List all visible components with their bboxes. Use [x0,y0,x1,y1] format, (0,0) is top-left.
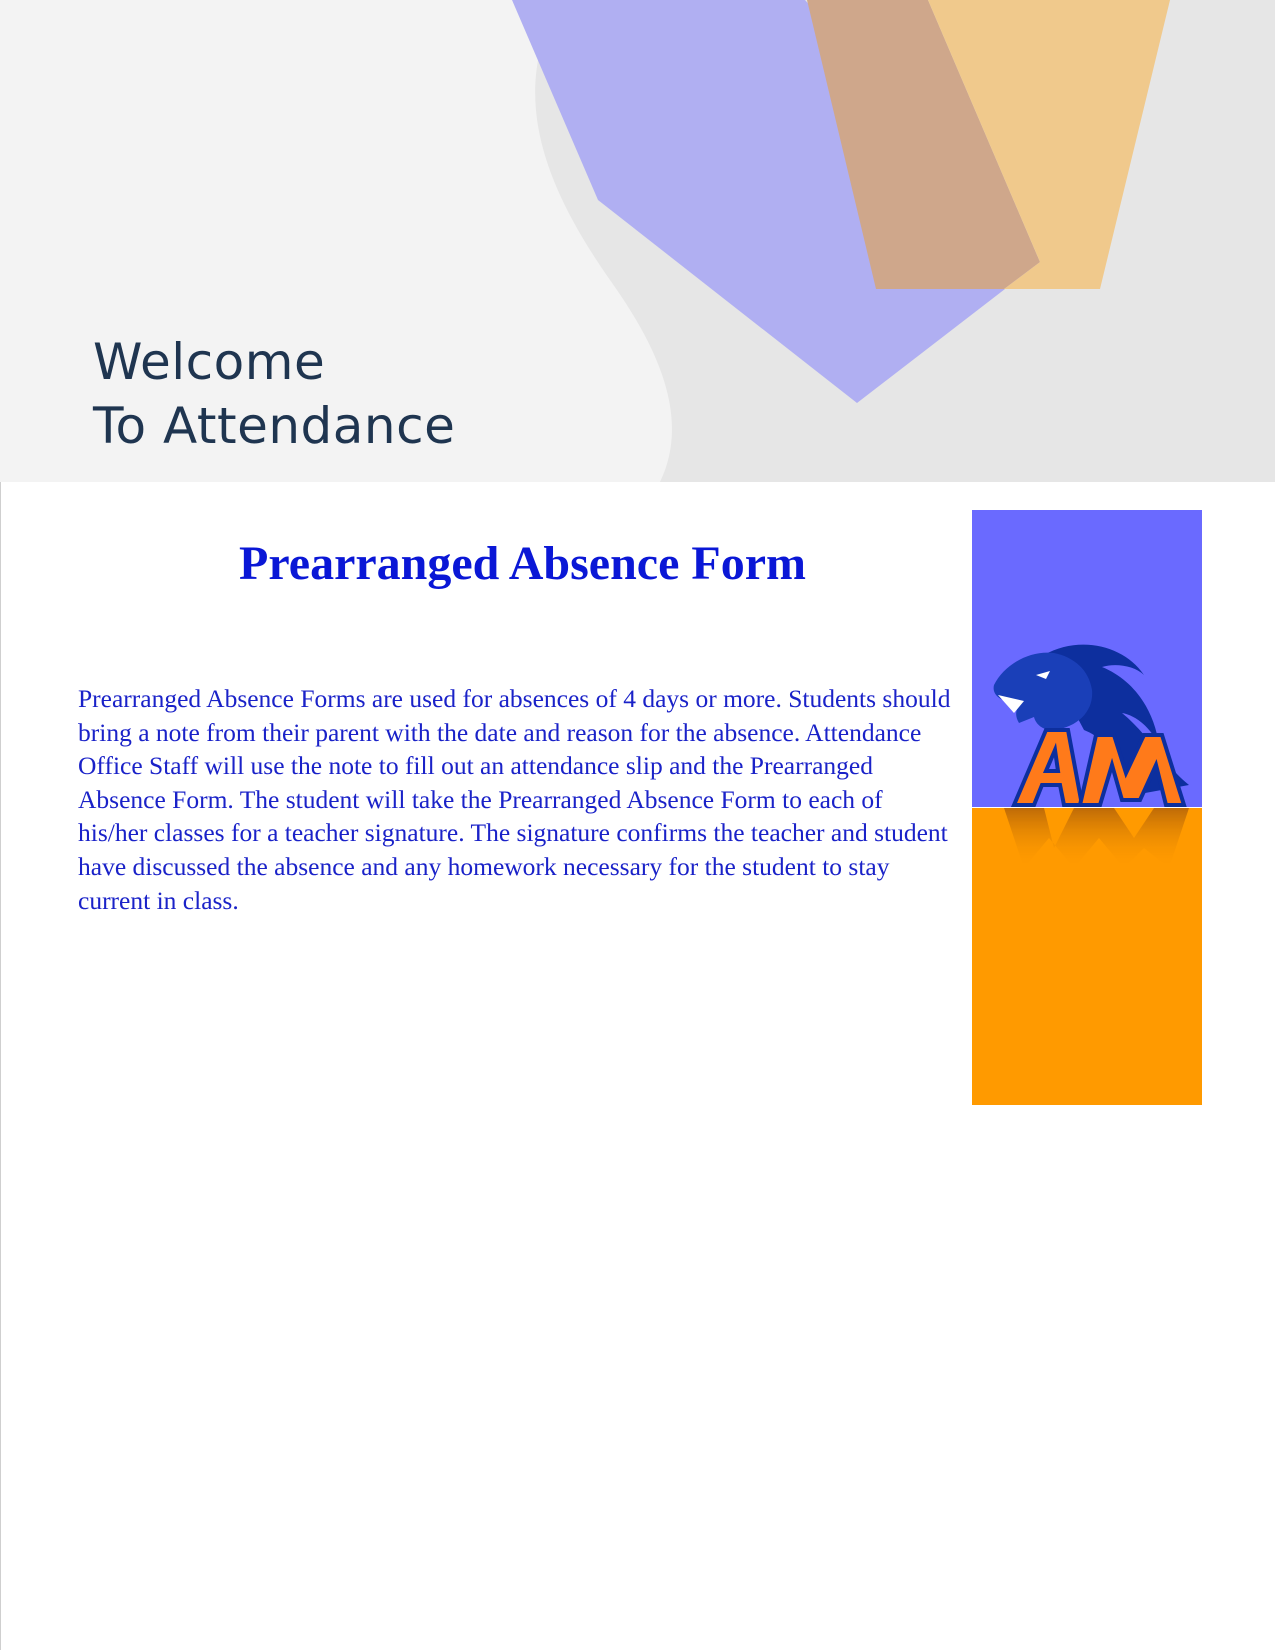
form-title: Prearranged Absence Form [239,537,806,590]
welcome-heading [93,330,455,458]
welcome-line-1: Welcome [93,333,326,391]
side-panel [972,510,1202,1105]
lion-head-shape [994,653,1093,730]
lion-mascot-icon [984,635,1194,807]
logo-letter-a-shape [1014,730,1082,805]
logo-reflection-graphic [994,808,1194,878]
welcome-line-2: To Attendance [93,397,456,455]
logo-reflection-shape [1004,808,1189,868]
header-band [0,0,1275,482]
body-paragraph: Prearranged Absence Forms are used for absences of 4 days or more. Students should bring a note from their parent with the date and reason for the absence. Attendance Office Staff will use the note to fill out an attendance slip and the Prearranged Absence Form. The student will take the Prearranged Absence Form to each of his/her classes for a teacher signature. The signature confirms the teacher and student have discussed the absence and any homework necessary for the student to stay current in class. [78,684,951,915]
